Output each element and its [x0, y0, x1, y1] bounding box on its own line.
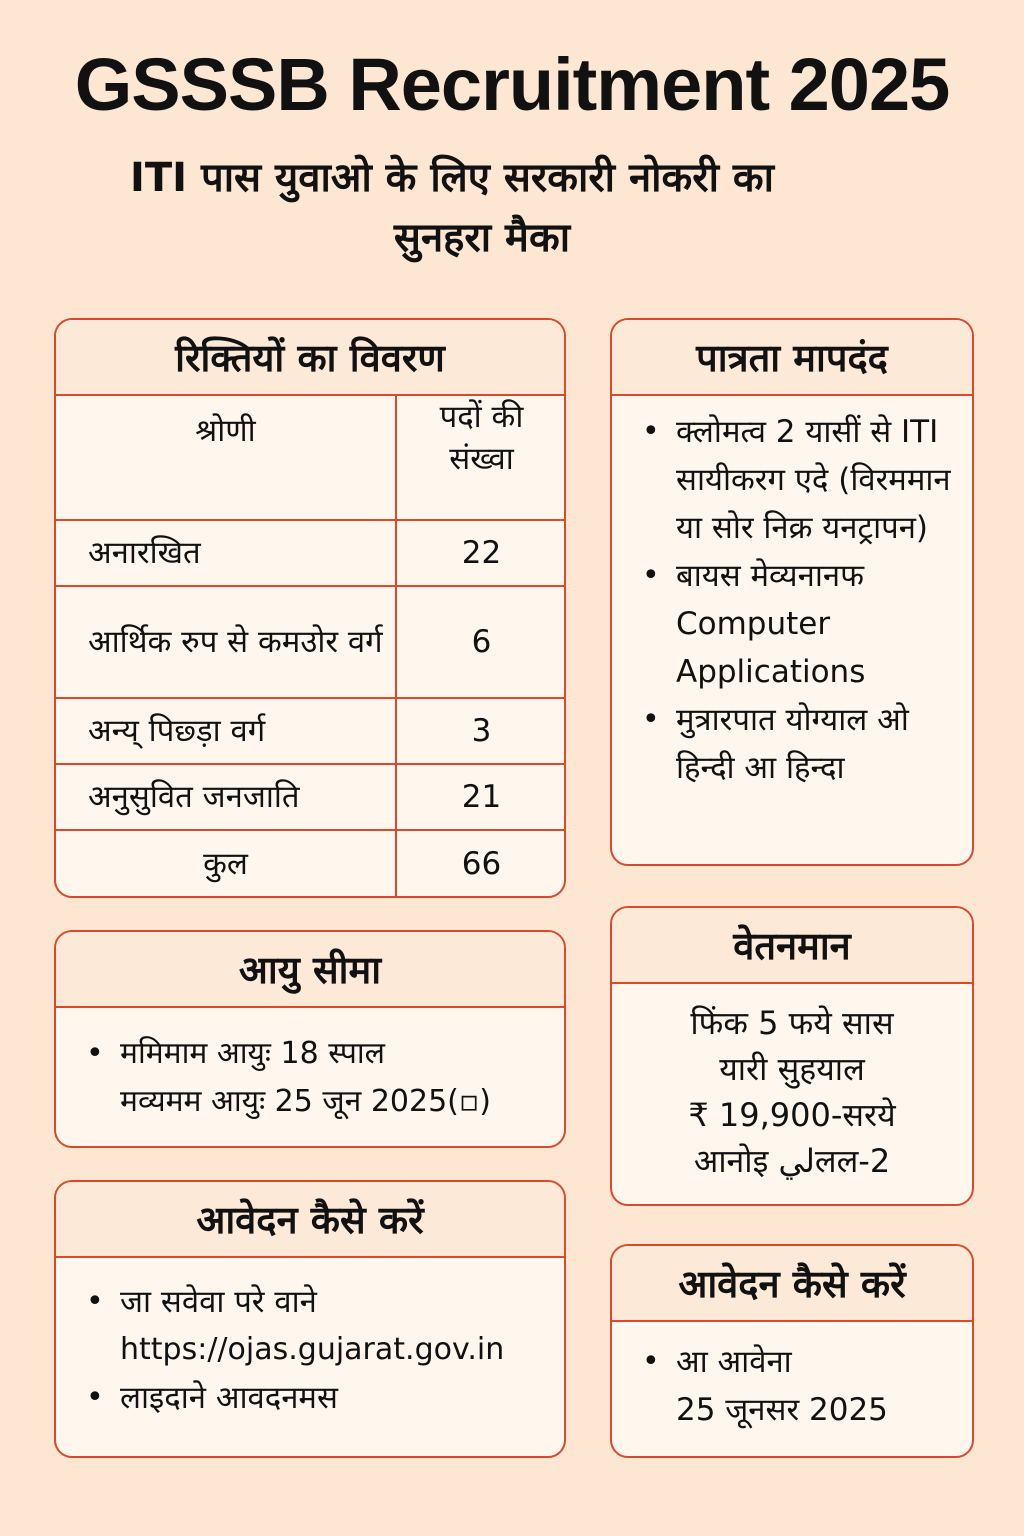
- apply-heading-right: आवेदन कैसे करें: [612, 1246, 972, 1322]
- table-row: [56, 586, 566, 698]
- list-item: • क्लोमत्व 2 यासीं से ITI सायीकरग एदे (विरममान या सोर निक्र यनट्रापन): [612, 408, 952, 552]
- list-item: • मुत्रारपात योग्याल ओ हिन्दी आ हिन्दा: [612, 696, 952, 792]
- age-card: [54, 930, 566, 1148]
- table-total-row: [56, 830, 566, 896]
- list-item: [56, 1030, 564, 1126]
- table-row: [56, 698, 566, 764]
- total-value: 66: [396, 830, 566, 896]
- eligibility-heading: पात्रता मापदंद: [612, 320, 972, 396]
- total-label: कुल: [203, 845, 248, 882]
- apply-list-right: [612, 1322, 972, 1434]
- row-category: अनुसुवित जनजाति: [56, 764, 396, 830]
- apply-heading-left: आवेदन कैसे करें: [56, 1182, 564, 1258]
- subtitle-line-2: सुनहरा मैका: [393, 215, 571, 261]
- age-heading: आयु सीमा: [56, 932, 564, 1008]
- row-category: अनारखित: [56, 520, 396, 586]
- page-title: GSSSB Recruitment 2025: [74, 43, 950, 126]
- salary-line: फिंक 5 फये सास: [690, 1004, 894, 1042]
- list-item: • बायस मेव्यनानफ Computer Applications: [612, 552, 952, 696]
- list-item: [612, 1338, 972, 1434]
- eligibility-card: [610, 318, 974, 866]
- max-age: मव्यमम आयुः 25 जून 2025(▫): [120, 1084, 491, 1119]
- column-header-posts: पदों की संख्वा: [396, 396, 566, 520]
- vacancies-card: [54, 318, 566, 898]
- page-subtitle: [40, 148, 984, 268]
- row-posts: 3: [396, 698, 566, 764]
- apply-website-link[interactable]: https://ojas.gujarat.gov.in: [120, 1332, 505, 1367]
- apply-instruction: • जा सवेवा परे वाने: [120, 1284, 317, 1320]
- apply-last-date: 25 जूनसर 2025: [676, 1392, 888, 1428]
- apply-list-left: [56, 1258, 564, 1422]
- vacancies-table: [56, 396, 566, 896]
- salary-card: [610, 906, 974, 1206]
- salary-line: यारी सुहयाल: [719, 1050, 865, 1088]
- apply-card-left: [54, 1180, 566, 1458]
- row-posts: 22: [396, 520, 566, 586]
- salary-line: आनोइ ليलल-2: [693, 1142, 891, 1180]
- salary-details: [612, 984, 972, 1184]
- row-category: अन्य् पिछ्ड़ा वर्ग: [56, 698, 396, 764]
- row-posts: 6: [396, 586, 566, 698]
- salary-heading: वेतनमान: [612, 908, 972, 984]
- table-header-row: [56, 396, 566, 520]
- row-posts: 21: [396, 764, 566, 830]
- eligibility-list: [612, 396, 972, 792]
- table-row: [56, 764, 566, 830]
- list-item: • लाइदाने आवदनमस: [56, 1374, 564, 1422]
- min-age: • ममिमाम आयुः 18 स्पाल: [120, 1036, 386, 1071]
- salary-line: ₹ 19,900-सरये: [688, 1096, 896, 1134]
- table-row: [56, 520, 566, 586]
- list-item: [56, 1278, 564, 1374]
- vacancies-heading: रिक्तियों का विवरण: [56, 320, 564, 396]
- apply-card-right: [610, 1244, 974, 1458]
- age-list: [56, 1008, 564, 1126]
- row-category: आर्थिक रुप से कमउोर वर्ग: [56, 586, 396, 698]
- apply-note: • आ आवेना: [676, 1344, 792, 1380]
- subtitle-line-1: ITI पास युवाओ के लिए सरकारी नोकरी का: [130, 155, 774, 201]
- column-header-category: श्रोणी: [56, 396, 396, 520]
